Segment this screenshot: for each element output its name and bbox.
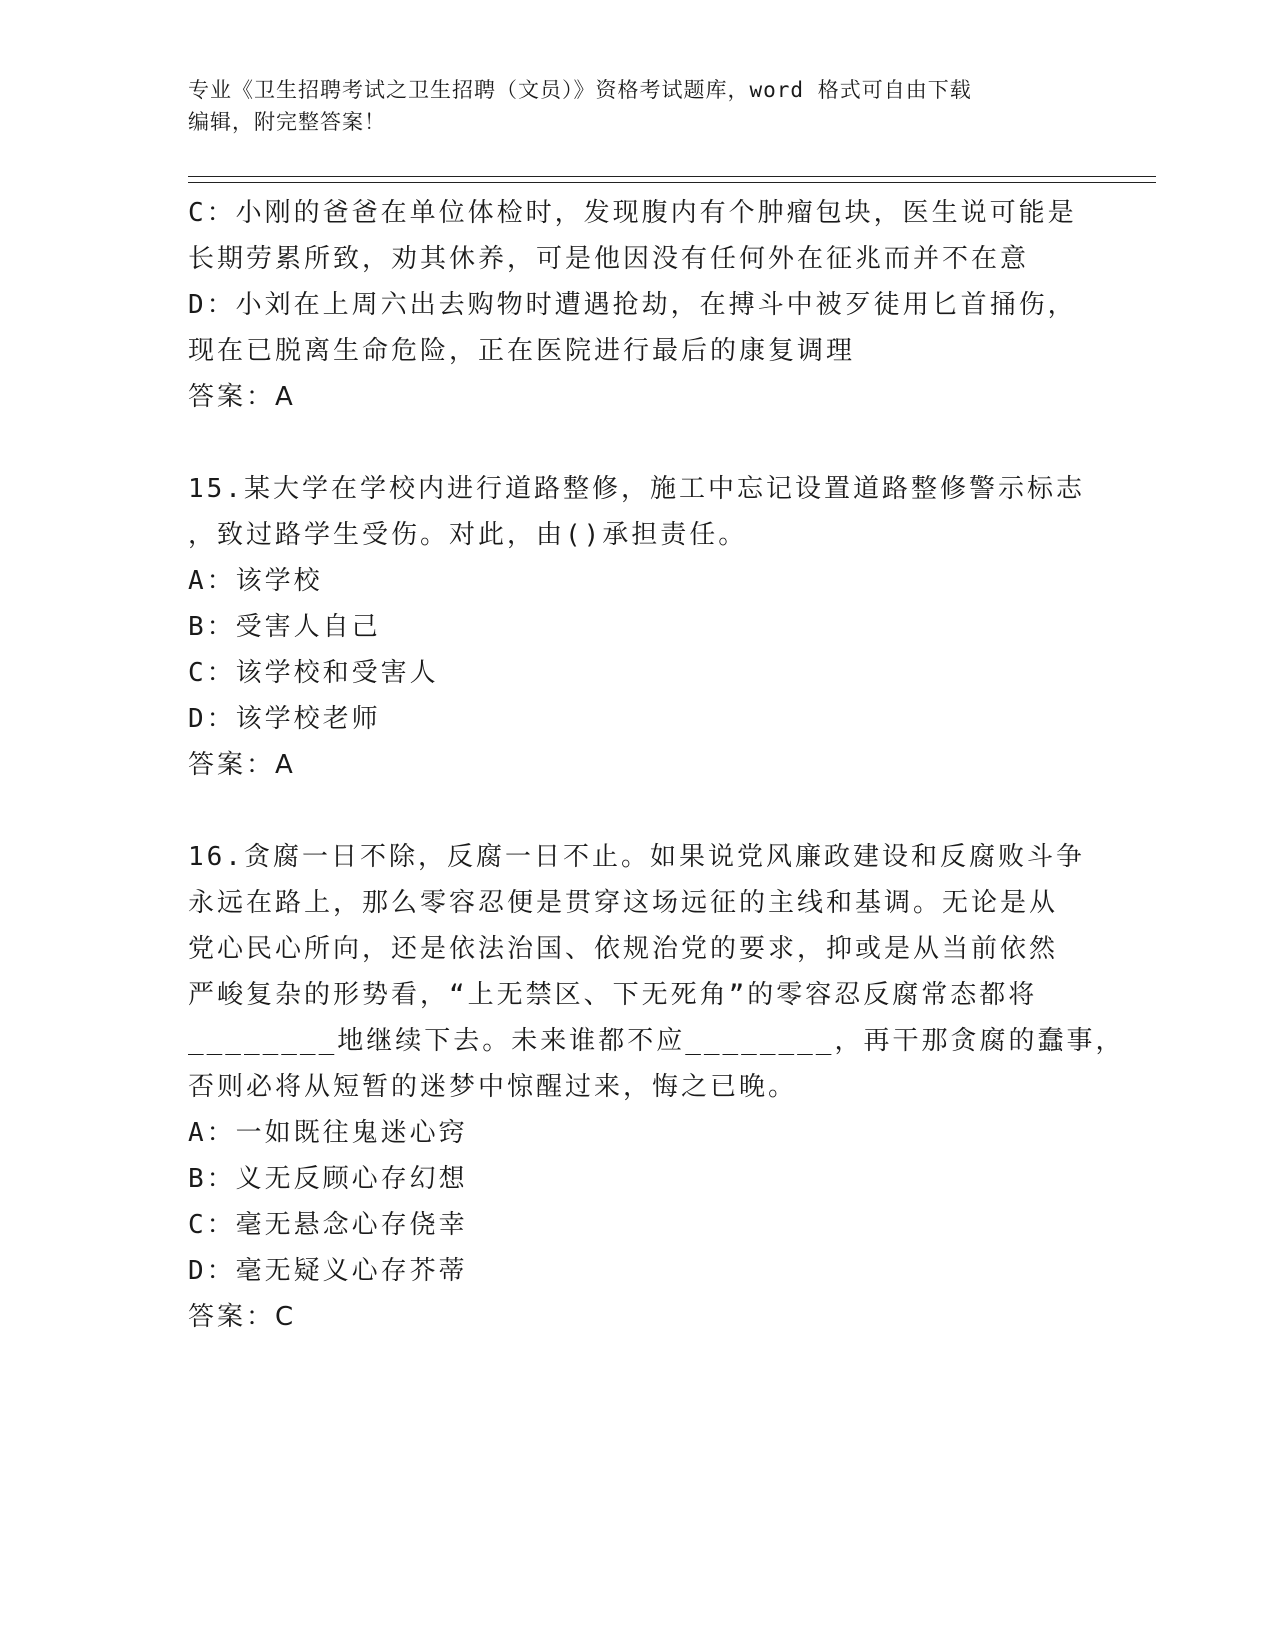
header-rule-bottom: [188, 182, 1156, 183]
header-line-2: 编辑，附完整答案！: [188, 110, 386, 134]
q15-option-c: C：该学校和受害人: [188, 658, 439, 688]
q15-option-a: A：该学校: [188, 566, 323, 596]
q14-option-d-line-2: 现在已脱离生命危险，正在医院进行最后的康复调理: [188, 336, 856, 366]
q15-option-b: B：受害人自己: [188, 612, 381, 642]
q15-stem-line-2: ，致过路学生受伤。对此，由()承担责任。: [188, 520, 748, 550]
question-16-block: [188, 834, 1125, 1340]
q15-option-d: D：该学校老师: [188, 704, 381, 734]
question-spacer: [188, 788, 1088, 834]
q16-option-c: C：毫无悬念心存侥幸: [188, 1210, 468, 1240]
document-body: [188, 190, 1125, 1340]
header-line-1: 专业《卫生招聘考试之卫生招聘（文员）》资格考试题库，word 格式可自由下载: [188, 78, 972, 102]
q16-stem-line-1: 16.贪腐一日不除，反腐一日不止。如果说党风廉政建设和反腐败斗争: [188, 842, 1085, 872]
question-14-block: [188, 190, 1088, 420]
q16-stem-line-6: 否则必将从短暂的迷梦中惊醒过来，悔之已晚。: [188, 1072, 798, 1102]
q15-answer: 答案：A: [188, 750, 296, 780]
q16-option-a: A：一如既往鬼迷心窍: [188, 1118, 468, 1148]
header-rule-top: [188, 176, 1156, 177]
q14-option-c-line-1: C：小刚的爸爸在单位体检时，发现腹内有个肿瘤包块，医生说可能是: [188, 198, 1077, 228]
q16-option-b: B：义无反顾心存幻想: [188, 1164, 468, 1194]
q16-stem-line-5: ________地继续下去。未来谁都不应________，再干那贪腐的蠢事，: [188, 1026, 1125, 1056]
q16-stem-line-2: 永远在路上，那么零容忍便是贯穿这场远征的主线和基调。无论是从: [188, 888, 1059, 918]
q14-answer: 答案：A: [188, 382, 296, 412]
q16-answer: 答案：C: [188, 1302, 297, 1332]
q15-stem-line-1: 15.某大学在学校内进行道路整修，施工中忘记设置道路整修警示标志: [188, 474, 1085, 504]
q14-option-c-line-2: 长期劳累所致，劝其休养，可是他因没有任何外在征兆而并不在意: [188, 244, 1030, 274]
question-spacer: [188, 420, 1088, 466]
q14-option-d-line-1: D：小刘在上周六出去购物时遭遇抢劫，在搏斗中被歹徒用匕首捅伤，: [188, 290, 1077, 320]
q16-option-d: D：毫无疑义心存芥蒂: [188, 1256, 468, 1286]
question-15-block: [188, 466, 1088, 788]
q16-stem-line-4: 严峻复杂的形势看，“上无禁区、下无死角”的零容忍反腐常态都将: [188, 980, 1038, 1010]
q16-stem-line-3: 党心民心所向，还是依法治国、依规治党的要求，抑或是从当前依然: [188, 934, 1059, 964]
document-header: [188, 74, 1088, 138]
